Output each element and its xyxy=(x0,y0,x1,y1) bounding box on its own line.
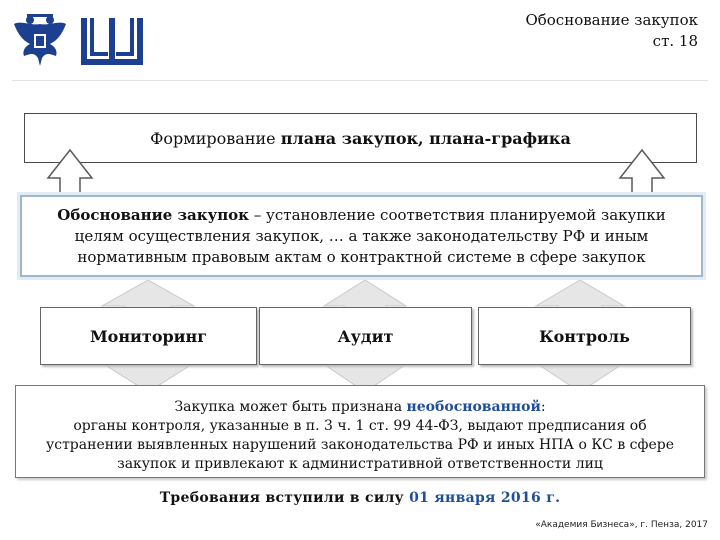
requirement-note xyxy=(0,490,720,506)
page-title: Обоснование закупок xyxy=(525,11,698,29)
info-box xyxy=(15,385,705,478)
control-label: Контроль xyxy=(539,326,630,346)
control-box xyxy=(478,307,691,365)
footer-credit: «Академия Бизнеса», г. Пенза, 2017 xyxy=(535,520,708,530)
audit-label: Аудит xyxy=(337,326,394,346)
info-highlight: необоснованной xyxy=(406,399,541,415)
justification-box xyxy=(20,195,703,277)
justification-text: – установление соответствия планируемой закупки целям осуществления закупок, … а также законодательству РФ и иным нормативным правовым актам о контрактной системе в сфере закупок xyxy=(74,206,666,266)
info-prefix: Закупка может быть признана xyxy=(174,399,407,415)
info-line1 xyxy=(16,398,704,417)
monitoring-label: Мониторинг xyxy=(89,326,208,346)
requirement-date: 01 января 2016 г. xyxy=(409,490,561,506)
up-arrow-right xyxy=(620,150,664,196)
requirement-prefix: Требования вступили в силу xyxy=(159,490,410,506)
info-suffix: : xyxy=(540,399,546,415)
monitoring-box xyxy=(40,307,257,365)
plan-box-bold: плана закупок, плана-графика xyxy=(280,128,571,148)
page-subtitle: ст. 18 xyxy=(652,32,698,50)
info-rest: органы контроля, указанные в п. 3 ч. 1 ст. 99 44-ФЗ, выдают предписания об устранении выявленных нарушений законодательства РФ и иных НПА о КС в сфере закупок и привлекают к административной ответственности лиц xyxy=(45,418,674,472)
justification-bold: Обоснование закупок xyxy=(57,206,250,224)
plan-box-prefix: Формирование xyxy=(150,128,281,148)
up-arrow-left xyxy=(48,150,92,196)
audit-box xyxy=(259,307,472,365)
